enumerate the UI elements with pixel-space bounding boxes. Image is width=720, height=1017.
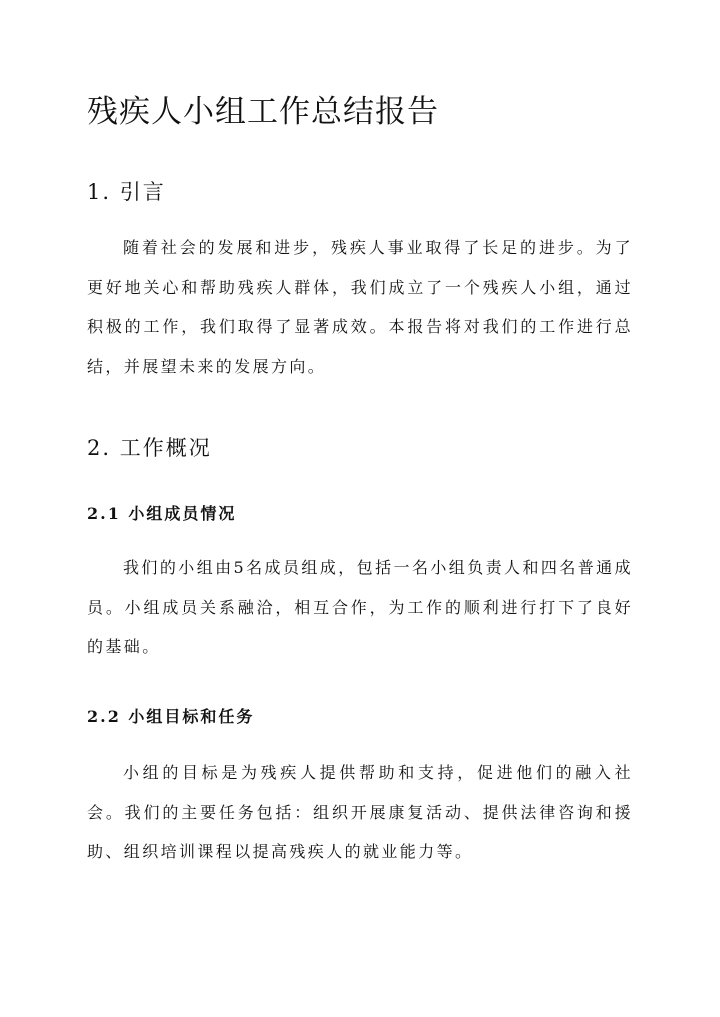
members-paragraph: 我们的小组由5名成员组成，包括一名小组负责人和四名普通成员。小组成员关系融洽，相互合作，为工作的顺利进行打下了良好的基础。 <box>87 558 633 656</box>
section-heading-introduction: 1. 引言 <box>87 180 166 204</box>
goals-paragraph: 小组的目标是为残疾人提供帮助和支持，促进他们的融入社会。我们的主要任务包括：组织开展康复活动、提供法律咨询和援助、组织培训课程以提高残疾人的就业能力等。 <box>87 763 633 861</box>
subsection-heading-goals: 2.2 小组目标和任务 <box>87 707 255 726</box>
document-title: 残疾人小组工作总结报告 <box>87 94 439 130</box>
section-heading-work-overview: 2. 工作概况 <box>87 436 212 460</box>
introduction-paragraph: 随着社会的发展和进步，残疾人事业取得了长足的进步。为了更好地关心和帮助残疾人群体，我们成立了一个残疾人小组，通过积极的工作，我们取得了显著成效。本报告将对我们的工作进行总结，并展望未来的发展方向。 <box>87 238 633 376</box>
subsection-heading-members: 2.1 小组成员情况 <box>87 504 237 523</box>
